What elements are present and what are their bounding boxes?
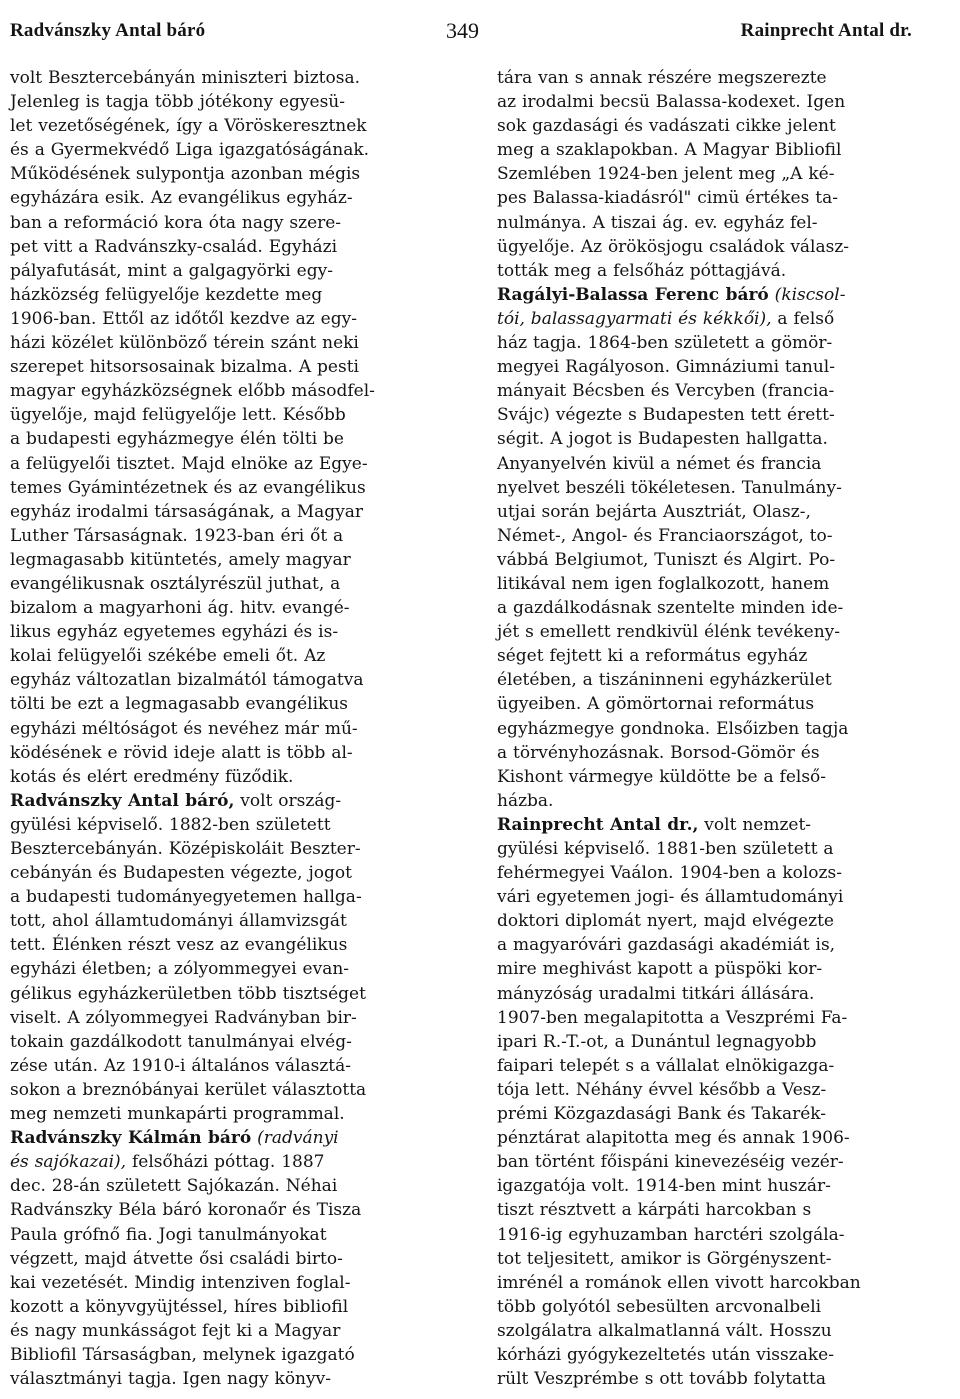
- text-line: [497, 211, 915, 235]
- line-text: tett. Élénken részt vesz az evangélikus: [10, 935, 348, 956]
- text-line: [497, 933, 915, 957]
- entry-italic: (kiscsol-: [768, 284, 846, 305]
- line-text: tokain gazdálkodott tanulmányai elvég-: [10, 1031, 352, 1052]
- line-text: mire meghivást kapott a püspöki kor-: [497, 959, 823, 980]
- line-text: a felső: [771, 308, 835, 329]
- text-line: [10, 909, 452, 933]
- line-text: vári egyetemen jogi- és államtudományi: [497, 887, 844, 908]
- line-text: gélikus egyházkerületben több tisztséget: [10, 983, 366, 1004]
- text-line: [497, 1126, 915, 1150]
- text-line: [497, 1198, 915, 1222]
- text-line: [497, 90, 915, 114]
- line-text: dec. 28-án született Sajókazán. Néhai: [10, 1176, 338, 1197]
- line-text: 1906-ban. Ettől az időtől kezdve az egy-: [10, 308, 357, 329]
- text-line: [10, 1319, 452, 1343]
- text-line: [10, 644, 452, 668]
- line-text: egyházi életben; a zólyommegyei evan-: [10, 959, 350, 980]
- line-text: egyházi méltóságot és nevéhez már mű-: [10, 718, 358, 739]
- line-text: egyház irodalmi társaságának, a Magyar: [10, 501, 364, 522]
- header-left-name: Radvánszky Antal báró: [10, 20, 206, 41]
- line-text: több golyótól sebesülten arcvonalbeli: [497, 1296, 822, 1317]
- line-text: ügyeiben. A gömörtornai református: [497, 694, 815, 715]
- line-text: szerepet hitsorsosainak bizalma. A pesti: [10, 357, 359, 378]
- text-line: [497, 403, 915, 427]
- line-text: cebányán és Budapesten végezte, jogot: [10, 863, 352, 884]
- line-text: kolai felügyelői székébe emeli őt. Az: [10, 646, 326, 667]
- line-text: kozott a könyvgyüjtéssel, híres bibliofil: [10, 1296, 349, 1317]
- text-line: [497, 1054, 915, 1078]
- line-text: és nagy munkásságot fejt ki a Magyar: [10, 1320, 341, 1341]
- text-line: [497, 1271, 915, 1295]
- text-line: [10, 620, 452, 644]
- line-text: meg a szaklapokban. A Magyar Bibliofil: [497, 140, 842, 161]
- line-text: tiszt résztvett a kárpáti harcokban s: [497, 1200, 812, 1221]
- text-line: [10, 235, 452, 259]
- text-line: [10, 1102, 452, 1126]
- line-text: házba.: [497, 790, 554, 811]
- line-text: egyházára esik. Az evangélikus egyház-: [10, 188, 353, 209]
- text-line: [497, 500, 915, 524]
- line-text: tották meg a felsőház póttagjává.: [497, 260, 787, 281]
- line-text: kórházi gyógykezeltetés után visszake-: [497, 1344, 834, 1365]
- line-text: mányait Bécsben és Vercyben (francia-: [497, 381, 835, 402]
- text-line: [497, 692, 915, 716]
- line-text: felsőházi póttag. 1887: [126, 1152, 325, 1173]
- text-line: [497, 909, 915, 933]
- line-text: egyház változatlan bizalmától támogatva: [10, 670, 364, 691]
- text-line: [10, 138, 452, 162]
- line-text: 1907-ben megalapitotta a Veszprémi Fa-: [497, 1007, 848, 1028]
- text-line: [10, 427, 452, 451]
- line-text: prémi Közgazdasági Bank és Takarék-: [497, 1104, 827, 1125]
- line-text: legmagasabb kitüntetés, amely magyar: [10, 549, 351, 570]
- text-line: [10, 162, 452, 186]
- text-line: [10, 1271, 452, 1295]
- line-text: szolgálatra alkalmatlanná vált. Hosszu: [497, 1320, 832, 1341]
- line-text: viselt. A zólyommegyei Radványban bir-: [10, 1007, 357, 1028]
- line-text: ban történt főispáni kinevezéséig vezér-: [497, 1152, 844, 1173]
- line-text: bizalom a magyarhoni ág. hitv. evangé-: [10, 598, 350, 619]
- text-line: [497, 982, 915, 1006]
- text-line: [10, 982, 452, 1006]
- line-text: ségit. A jogot is Budapesten hallgatta.: [497, 429, 828, 450]
- line-text: Svájc) végezte s Budapesten tett érett-: [497, 405, 835, 426]
- header-right-name: Rainprecht Antal dr.: [740, 20, 912, 41]
- line-text: ház tagja. 1864-ben született a gömör-: [497, 333, 833, 354]
- entry-name: Ragályi-Balassa Ferenc báró: [497, 284, 769, 305]
- line-text: sokon a breznóbányai kerület választotta: [10, 1079, 367, 1100]
- line-text: pet vitt a Radvánszky-család. Egyházi: [10, 236, 338, 257]
- line-text: a magyaróvári gazdasági akadémiát is,: [497, 935, 836, 956]
- text-line: [10, 885, 452, 909]
- text-line: [10, 1247, 452, 1271]
- line-text: kai vezetését. Mindig intenziven foglal-: [10, 1272, 351, 1293]
- text-line: [10, 114, 452, 138]
- line-text: doktori diplomát nyert, majd elvégezte: [497, 911, 834, 932]
- line-text: likus egyház egyetemes egyházi és is-: [10, 622, 339, 643]
- text-line: [10, 1030, 452, 1054]
- line-text: nyelvet beszéli tökéletesen. Tanulmány-: [497, 477, 842, 498]
- text-line: [10, 307, 452, 331]
- text-line: [497, 1174, 915, 1198]
- text-line: [10, 1343, 452, 1367]
- line-text: házi közélet különböző térein szánt neki: [10, 333, 359, 354]
- line-text: Szemlében 1924-ben jelent meg „A ké-: [497, 164, 835, 185]
- text-line: [497, 885, 915, 909]
- text-line: [497, 259, 915, 283]
- text-line: [497, 186, 915, 210]
- text-line: [497, 355, 915, 379]
- text-line: [497, 957, 915, 981]
- line-text: volt Besztercebányán miniszteri biztosa.: [10, 68, 360, 88]
- line-text: volt nemzet-: [698, 814, 812, 835]
- line-text: meg nemzeti munkapárti programmal.: [10, 1104, 345, 1125]
- text-line: [10, 259, 452, 283]
- text-line: [497, 644, 915, 668]
- text-line: [10, 403, 452, 427]
- page-number: 349: [446, 18, 479, 43]
- text-line: [10, 548, 452, 572]
- line-text: tott, ahol államtudományi államvizsgát: [10, 911, 347, 932]
- text-line: [10, 1150, 452, 1174]
- text-line: [10, 186, 452, 210]
- line-text: kotás és elért eredmény füződik.: [10, 766, 294, 787]
- line-text: magyar egyházközségnek előbb másodfel-: [10, 381, 375, 402]
- line-text: vábbá Belgiumot, Tuniszt és Algirt. Po-: [497, 549, 836, 570]
- text-line: [10, 596, 452, 620]
- left-column: [10, 66, 452, 1391]
- text-line: [10, 1006, 452, 1030]
- text-line: [10, 741, 452, 765]
- text-line: [497, 1343, 915, 1367]
- line-text: temes Gyámintézetnek és az evangélikus: [10, 477, 366, 498]
- entry-italic: tói, balassagyarmati és kékkői),: [497, 308, 772, 329]
- line-text: pénztárat alapitotta meg és annak 1906-: [497, 1128, 850, 1149]
- text-line: [497, 427, 915, 451]
- text-line: [10, 355, 452, 379]
- line-text: faipari telepét s a vállalat elnökigazga-: [497, 1055, 835, 1076]
- line-text: igazgatója volt. 1914-ben mint huszár-: [497, 1176, 831, 1197]
- line-text: tára van s annak részére megszerezte: [497, 68, 827, 88]
- text-line: [497, 1223, 915, 1247]
- text-line: [10, 837, 452, 861]
- line-text: tölti be ezt a legmagasabb evangélikus: [10, 694, 349, 715]
- text-line: [497, 235, 915, 259]
- running-header: [0, 14, 960, 50]
- line-text: Működésének sulypontja azonban mégis: [10, 164, 361, 185]
- line-text: Radvánszky Béla báró koronaőr és Tisza: [10, 1200, 362, 1221]
- line-text: ipari R.-T.-ot, a Dunántul legnagyobb: [497, 1031, 817, 1052]
- text-line: [497, 476, 915, 500]
- text-line: [497, 548, 915, 572]
- line-text: a felügyelői tisztet. Majd elnöke az Egye-: [10, 453, 368, 474]
- text-line: [10, 789, 452, 813]
- text-line: [497, 1006, 915, 1030]
- text-line: [10, 66, 452, 90]
- text-line: [10, 1198, 452, 1222]
- line-text: Kishont vármegye küldötte be a felső-: [497, 766, 827, 787]
- line-text: életében, a tiszáninneni egyházkerület: [497, 670, 832, 691]
- text-line: [497, 1319, 915, 1343]
- right-column: [497, 66, 915, 1391]
- line-text: és a Gyermekvédő Liga igazgatóságának.: [10, 140, 370, 161]
- text-line: [497, 138, 915, 162]
- text-line: [10, 1078, 452, 1102]
- text-line: [10, 331, 452, 355]
- line-text: a budapesti tudományegyetemen hallga-: [10, 887, 362, 908]
- entry-name: Rainprecht Antal dr.,: [497, 814, 699, 835]
- text-line: [497, 66, 915, 90]
- text-line: [10, 692, 452, 716]
- text-line: [10, 861, 452, 885]
- line-text: litikával nem igen foglalkozott, hanem: [497, 573, 830, 594]
- line-text: fehérmegyei Vaálon. 1904-ben a kolozs-: [497, 863, 842, 884]
- entry-name: Radvánszky Antal báró,: [10, 790, 235, 811]
- text-line: [10, 717, 452, 741]
- line-text: ködésének e rövid ideje alatt is több al-: [10, 742, 353, 763]
- text-line: [10, 379, 452, 403]
- text-line: [497, 283, 915, 307]
- line-text: jét s emellett rendkivül élénk tevékeny-: [497, 622, 841, 643]
- text-line: [10, 1223, 452, 1247]
- line-text: Besztercebányán. Középiskoláit Beszter-: [10, 839, 361, 859]
- text-line: [497, 1247, 915, 1271]
- line-text: választmányi tagja. Igen nagy könyv-: [10, 1369, 331, 1390]
- line-text: végzett, majd átvette ősi családi birto-: [10, 1248, 343, 1269]
- text-line: [10, 1126, 452, 1150]
- text-line: [497, 717, 915, 741]
- text-line: [10, 524, 452, 548]
- line-text: egyházmegye gondnoka. Elsőizben tagja: [497, 718, 849, 739]
- text-line: [10, 1295, 452, 1319]
- line-text: pályafutását, mint a galgagyörki egy-: [10, 260, 333, 281]
- line-text: megyei Ragályoson. Gimnáziumi tanul-: [497, 357, 835, 378]
- line-text: séget fejtett ki a református egyház: [497, 646, 808, 667]
- text-line: [497, 307, 915, 331]
- line-text: ügyelője, majd felügyelője lett. Később: [10, 405, 346, 426]
- text-line: [497, 452, 915, 476]
- text-line: [10, 90, 452, 114]
- line-text: Luther Társaságnak. 1923-ban éri őt a: [10, 525, 344, 546]
- line-text: Jelenleg is tagja több jótékony egyesü-: [10, 92, 345, 113]
- line-text: imrénél a románok ellen vivott harcokban: [497, 1272, 861, 1293]
- entry-italic: (radványi: [251, 1128, 339, 1149]
- line-text: volt ország-: [234, 790, 342, 811]
- text-line: [10, 765, 452, 789]
- text-line: [10, 283, 452, 307]
- text-line: [10, 813, 452, 837]
- line-text: Német-, Angol- és Franciaországot, to-: [497, 525, 833, 546]
- text-line: [497, 162, 915, 186]
- text-line: [497, 1295, 915, 1319]
- text-line: [10, 668, 452, 692]
- line-text: a gazdálkodásnak szentelte minden ide-: [497, 598, 844, 619]
- line-text: az irodalmi becsü Balassa-kodexet. Igen: [497, 92, 846, 113]
- text-line: [497, 572, 915, 596]
- line-text: utjai során bejárta Ausztriát, Olasz-,: [497, 501, 811, 522]
- text-line: [497, 114, 915, 138]
- text-line: [497, 379, 915, 403]
- text-line: [10, 1174, 452, 1198]
- line-text: pes Balassa-kiadásról" cimü értékes ta-: [497, 188, 838, 209]
- text-line: [497, 765, 915, 789]
- line-text: gyülési képviselő. 1881-ben született a: [497, 839, 834, 859]
- text-line: [497, 1150, 915, 1174]
- line-text: let vezetőségének, így a Vöröskeresztnek: [10, 116, 367, 137]
- text-line: [10, 452, 452, 476]
- line-text: ügyelője. Az örökösjogu családok válasz-: [497, 236, 850, 257]
- text-line: [497, 1078, 915, 1102]
- text-line: [497, 1367, 915, 1391]
- line-text: tója lett. Néhány évvel később a Vesz-: [497, 1079, 827, 1100]
- line-text: Bibliofil Társaságban, melynek igazgató: [10, 1344, 355, 1365]
- entry-name: Radvánszky Kálmán báró: [10, 1128, 252, 1149]
- line-text: ban a reformáció kora óta nagy szere-: [10, 212, 342, 233]
- line-text: 1916-ig egyhuzamban harctéri szolgála-: [497, 1224, 845, 1245]
- line-text: házközség felügyelője kezdette meg: [10, 284, 323, 305]
- line-text: a budapesti egyházmegye élén tölti be: [10, 429, 344, 450]
- text-line: [497, 524, 915, 548]
- text-line: [497, 861, 915, 885]
- text-line: [10, 933, 452, 957]
- text-line: [497, 620, 915, 644]
- text-line: [10, 1054, 452, 1078]
- text-line: [497, 596, 915, 620]
- line-text: mányzóság uradalmi titkári állására.: [497, 983, 815, 1004]
- line-text: gyülési képviselő. 1882-ben született: [10, 814, 331, 835]
- text-line: [497, 837, 915, 861]
- line-text: evangélikusnak osztályrészül juthat, a: [10, 573, 341, 594]
- text-line: [10, 1367, 452, 1391]
- line-text: rült Veszprémbe s ott tovább folytatta: [497, 1369, 826, 1390]
- entry-italic: és sajókazai),: [10, 1152, 127, 1173]
- line-text: sok gazdasági és vadászati cikke jelent: [497, 116, 836, 137]
- text-line: [497, 741, 915, 765]
- line-text: a törvényhozásnak. Borsod-Gömör és: [497, 742, 820, 763]
- text-line: [10, 476, 452, 500]
- line-text: Paula grófnő fia. Jogi tanulmányokat: [10, 1224, 327, 1245]
- text-line: [10, 572, 452, 596]
- text-line: [497, 1102, 915, 1126]
- line-text: Anyanyelvén kivül a német és francia: [497, 453, 822, 474]
- line-text: zése után. Az 1910-i általános választá-: [10, 1055, 351, 1076]
- text-line: [497, 331, 915, 355]
- text-line: [497, 789, 915, 813]
- text-line: [497, 668, 915, 692]
- line-text: nulmánya. A tiszai ág. ev. egyház fel-: [497, 212, 818, 233]
- text-line: [10, 211, 452, 235]
- text-line: [497, 1030, 915, 1054]
- text-line: [10, 500, 452, 524]
- text-line: [497, 813, 915, 837]
- text-line: [10, 957, 452, 981]
- line-text: tot teljesitett, amikor is Görgényszent-: [497, 1248, 832, 1269]
